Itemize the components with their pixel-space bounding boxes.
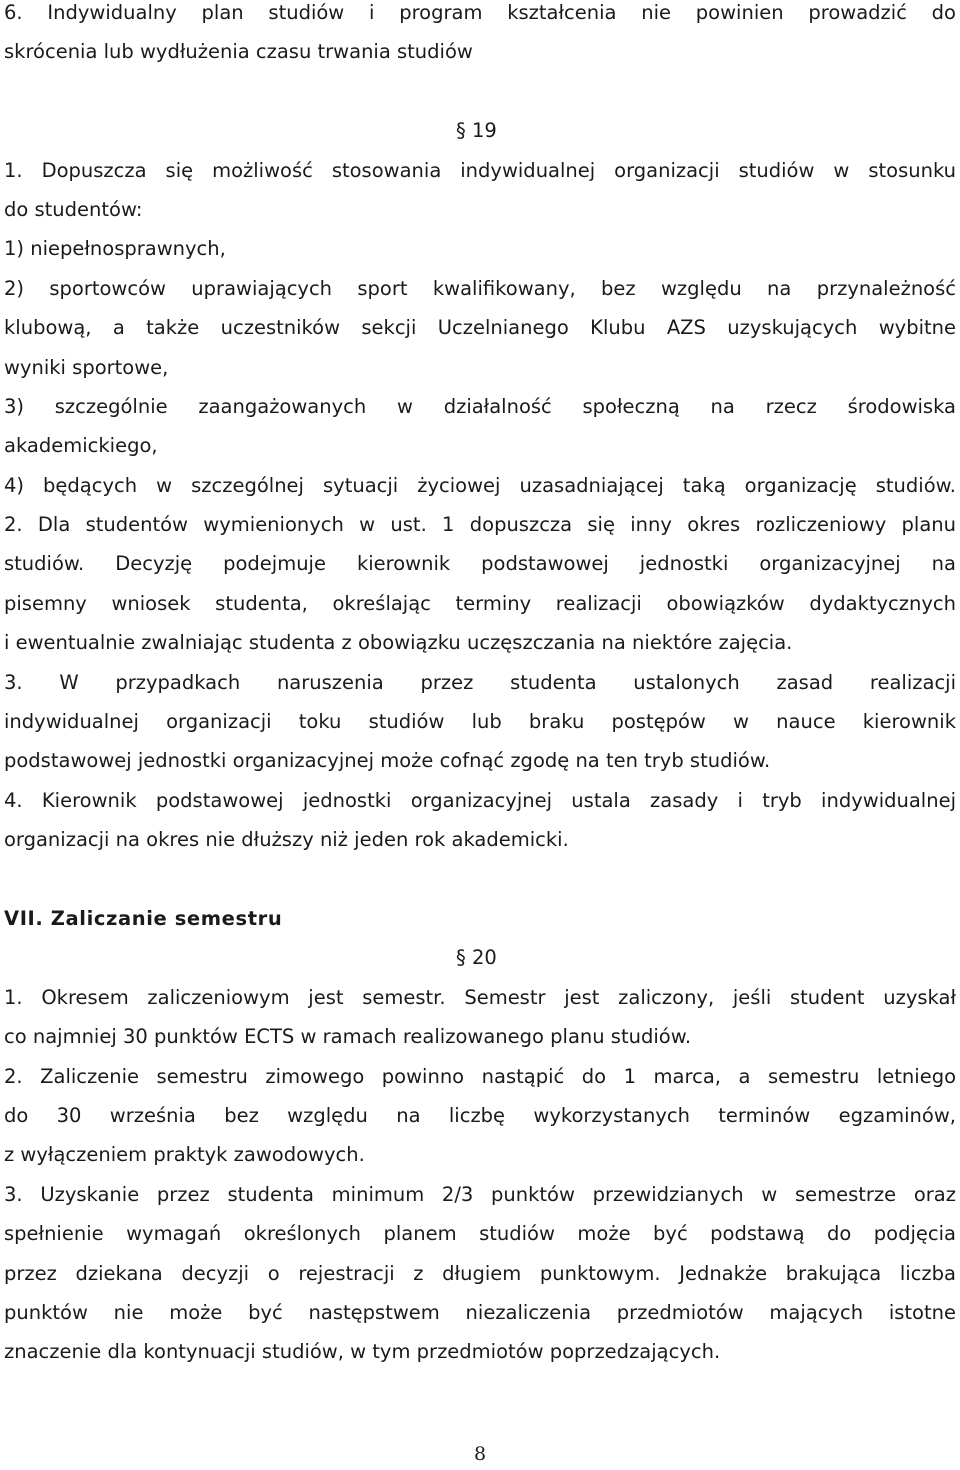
blank-line: [4, 860, 956, 899]
text-line: skrócenia lub wydłużenia czasu trwania studiów: [4, 40, 473, 64]
paragraph-number-19: § 19: [456, 119, 497, 143]
list-item: 2) sportowców uprawiających sport kwalifikowany, bez względu na przynależność: [4, 276, 956, 300]
text-line: z wyłączeniem praktyk zawodowych.: [4, 1143, 365, 1167]
text-line: i ewentualnie zwalniając studenta z obowiązku uczęszczania na niektóre zajęcia.: [4, 631, 793, 655]
section-heading: VII. Zaliczanie semestru: [4, 906, 283, 930]
text-line: 3. Uzyskanie przez studenta minimum 2/3 punktów przewidzianych w semestrze oraz: [4, 1182, 956, 1206]
text-line: co najmniej 30 punktów ECTS w ramach realizowanego planu studiów.: [4, 1025, 692, 1049]
text-line: pisemny wniosek studenta, określając terminy realizacji obowiązków dydaktycznych: [4, 591, 956, 615]
text-line: akademickiego,: [4, 434, 158, 458]
list-item: 1) niepełnosprawnych,: [4, 237, 226, 261]
text-line: 4. Kierownik podstawowej jednostki organizacyjnej ustala zasady i tryb indywidualnej: [4, 788, 956, 812]
document-page: [4, 0, 956, 1372]
list-item: 4) będących w szczególnej sytuacji życiowej uzasadniającej taką organizację studiów.: [4, 473, 956, 497]
text-line: 1. Dopuszcza się możliwość stosowania indywidualnej organizacji studiów w stosunku: [4, 158, 956, 182]
text-line: spełnienie wymagań określonych planem studiów może być podstawą do podjęcia: [4, 1222, 956, 1246]
text-line: do studentów:: [4, 197, 143, 221]
text-line: do 30 września bez względu na liczbę wykorzystanych terminów egzaminów,: [4, 1103, 956, 1127]
text-line: znaczenie dla kontynuacji studiów, w tym przedmiotów poprzedzających.: [4, 1340, 721, 1364]
text-line: podstawowej jednostki organizacyjnej może cofnąć zgodę na ten tryb studiów.: [4, 749, 771, 773]
text-line: 2. Zaliczenie semestru zimowego powinno nastąpić do 1 marca, a semestru letniego: [4, 1064, 956, 1088]
paragraph-number-20: § 20: [456, 946, 497, 970]
page-number: 8: [473, 1443, 487, 1465]
blank-line: [4, 72, 956, 111]
text-line: 2. Dla studentów wymienionych w ust. 1 dopuszcza się inny okres rozliczeniowy planu: [4, 513, 956, 537]
text-line: punktów nie może być następstwem niezaliczenia przedmiotów mających istotne: [4, 1300, 956, 1324]
text-line: 1. Okresem zaliczeniowym jest semestr. Semestr jest zaliczony, jeśli student uzyskał: [4, 985, 956, 1009]
text-line: organizacji na okres nie dłuższy niż jeden rok akademicki.: [4, 828, 569, 852]
text-line: indywidualnej organizacji toku studiów lub braku postępów w nauce kierownik: [4, 710, 956, 734]
text-line: przez dziekana decyzji o rejestracji z długiem punktowym. Jednakże brakująca liczba: [4, 1261, 956, 1285]
text-line: 3. W przypadkach naruszenia przez studenta ustalonych zasad realizacji: [4, 670, 956, 694]
text-line: klubową, a także uczestników sekcji Uczelnianego Klubu AZS uzyskujących wybitne: [4, 316, 956, 340]
text-line: studiów. Decyzję podejmuje kierownik podstawowej jednostki organizacyjnej na: [4, 552, 956, 576]
text-line: wyniki sportowe,: [4, 355, 169, 379]
list-item: 3) szczególnie zaangażowanych w działalność społeczną na rzecz środowiska: [4, 394, 956, 418]
text-line: 6. Indywidualny plan studiów i program kształcenia nie powinien prowadzić do: [4, 1, 956, 24]
